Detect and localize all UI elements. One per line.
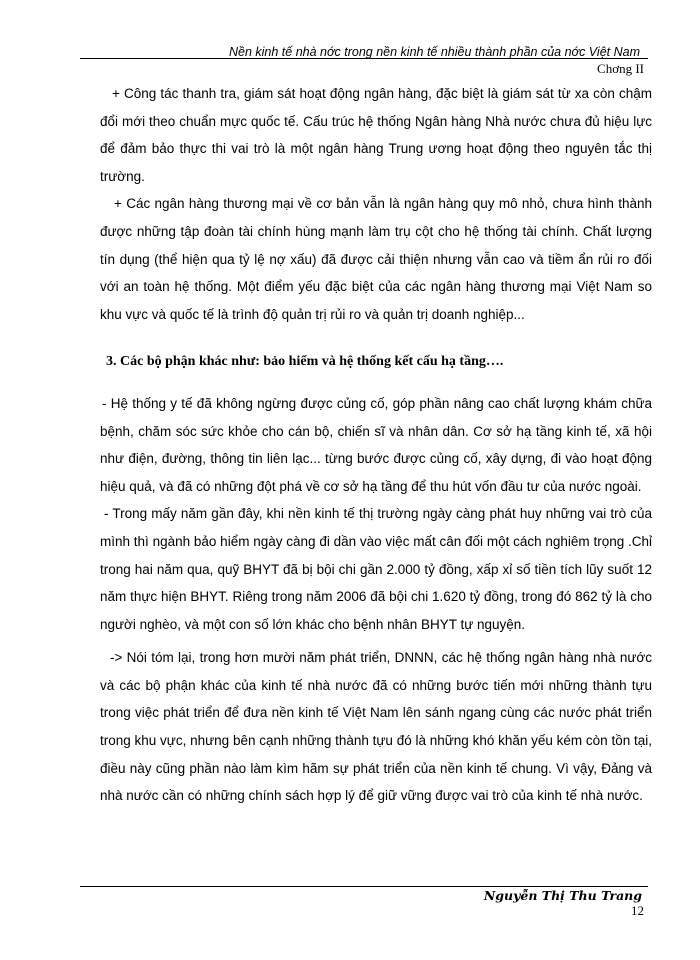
footer-author-signature: Nguyễn Thị Thu Trang bbox=[483, 888, 642, 903]
paragraph-commercial-banks: + Các ngân hàng thương mại về cơ bản vẫn là ngân hàng quy mô nhỏ, chưa hình thành được những tập đoàn tài chính hùng mạnh làm trụ cột cho hệ thống tài chính. Chất lượng tín dụng (thể hiện qua tỷ lệ nợ xấu) đã được cải thiện nhưng vẫn cao và tiềm ẩn rủi ro đối với an toàn hệ thống. Một điểm yếu đặc biệt của các ngân hàng thương mại Việt Nam so khu vực và quốc tế là trình độ quản trị rủi ro và quản trị doanh nghiệp... bbox=[100, 196, 652, 322]
page-number: 12 bbox=[631, 903, 644, 918]
paragraph-health-infrastructure: - Hệ thống y tế đã không ngừng được củng cố, góp phần nâng cao chất lượng khám chữa bệnh, chăm sóc sức khỏe cho cán bộ, chiến sĩ và nhân dân. Cơ sở hạ tầng kinh tế, xã hội như điện, đường, thông tin liên lạc... từng bước được củng cố, xây dựng, đi vào hoạt động hiệu quả, và đã có những đột phá về cơ sở hạ tầng để thu hút vốn đầu tư của nước ngoài. bbox=[100, 395, 652, 494]
running-header-chapter: Chơng II bbox=[597, 61, 644, 76]
running-header-title: Nền kinh tế nhà nớc trong nền kinh tế nhiều thành phần của nớc Việt Nam bbox=[229, 45, 640, 59]
footer-divider bbox=[80, 886, 648, 887]
body-text bbox=[100, 80, 652, 810]
paragraph-insurance: - Trong mấy năm gần đây, khi nền kinh tế thị trường ngày càng phát huy những vai trò của mình thì ngành bảo hiểm ngày càng đi dần vào việc mất cân đối một cách nghiêm trọng .Chỉ trong hai năm qua, quỹ BHYT đã bị bội chi gần 2.000 tỷ đồng, xấp xỉ số tiền tích lũy suốt 12 năm thực hiện BHYT. Riêng trong năm 2006 đã bội chi 1.620 tỷ đồng, trong đó 862 tỷ là cho người nghèo, và một con số lớn khác cho bệnh nhân BHYT tự nguyện. bbox=[100, 506, 652, 632]
paragraph-summary: -> Nói tóm lại, trong hơn mười năm phát triển, DNNN, các hệ thống ngân hàng nhà nước và các bộ phận khác của kinh tế nhà nước đã có những bước tiến mới những thành tựu trong việc phát triển để đưa nền kinh tế Việt Nam lên sánh ngang cùng các nước phát triển trong khu vực, nhưng bên cạnh những thành tựu đó là những khó khăn yếu kém còn tồn tại, điều này cũng phần nào làm kìm hãm sự phát triển của nền kinh tế chung. Vì vậy, Đảng và nhà nước cần có những chính sách hợp lý để giữ vững được vai trò của kinh tế nhà nước. bbox=[100, 650, 652, 804]
header-divider bbox=[80, 58, 648, 59]
paragraph-inspection: + Công tác thanh tra, giám sát hoạt động ngân hàng, đặc biệt là giám sát từ xa còn chậm đổi mới theo chuẩn mực quốc tế. Cấu trúc hệ thống Ngân hàng Nhà nước chưa đủ hiệu lực để đảm bảo thực thi vai trò là một ngân hàng Trung ương hoạt động theo nguyên tắc thị trường. bbox=[100, 86, 652, 184]
section-heading: 3. Các bộ phận khác như: bảo hiểm và hệ thống kết cấu hạ tầng…. bbox=[106, 354, 504, 370]
